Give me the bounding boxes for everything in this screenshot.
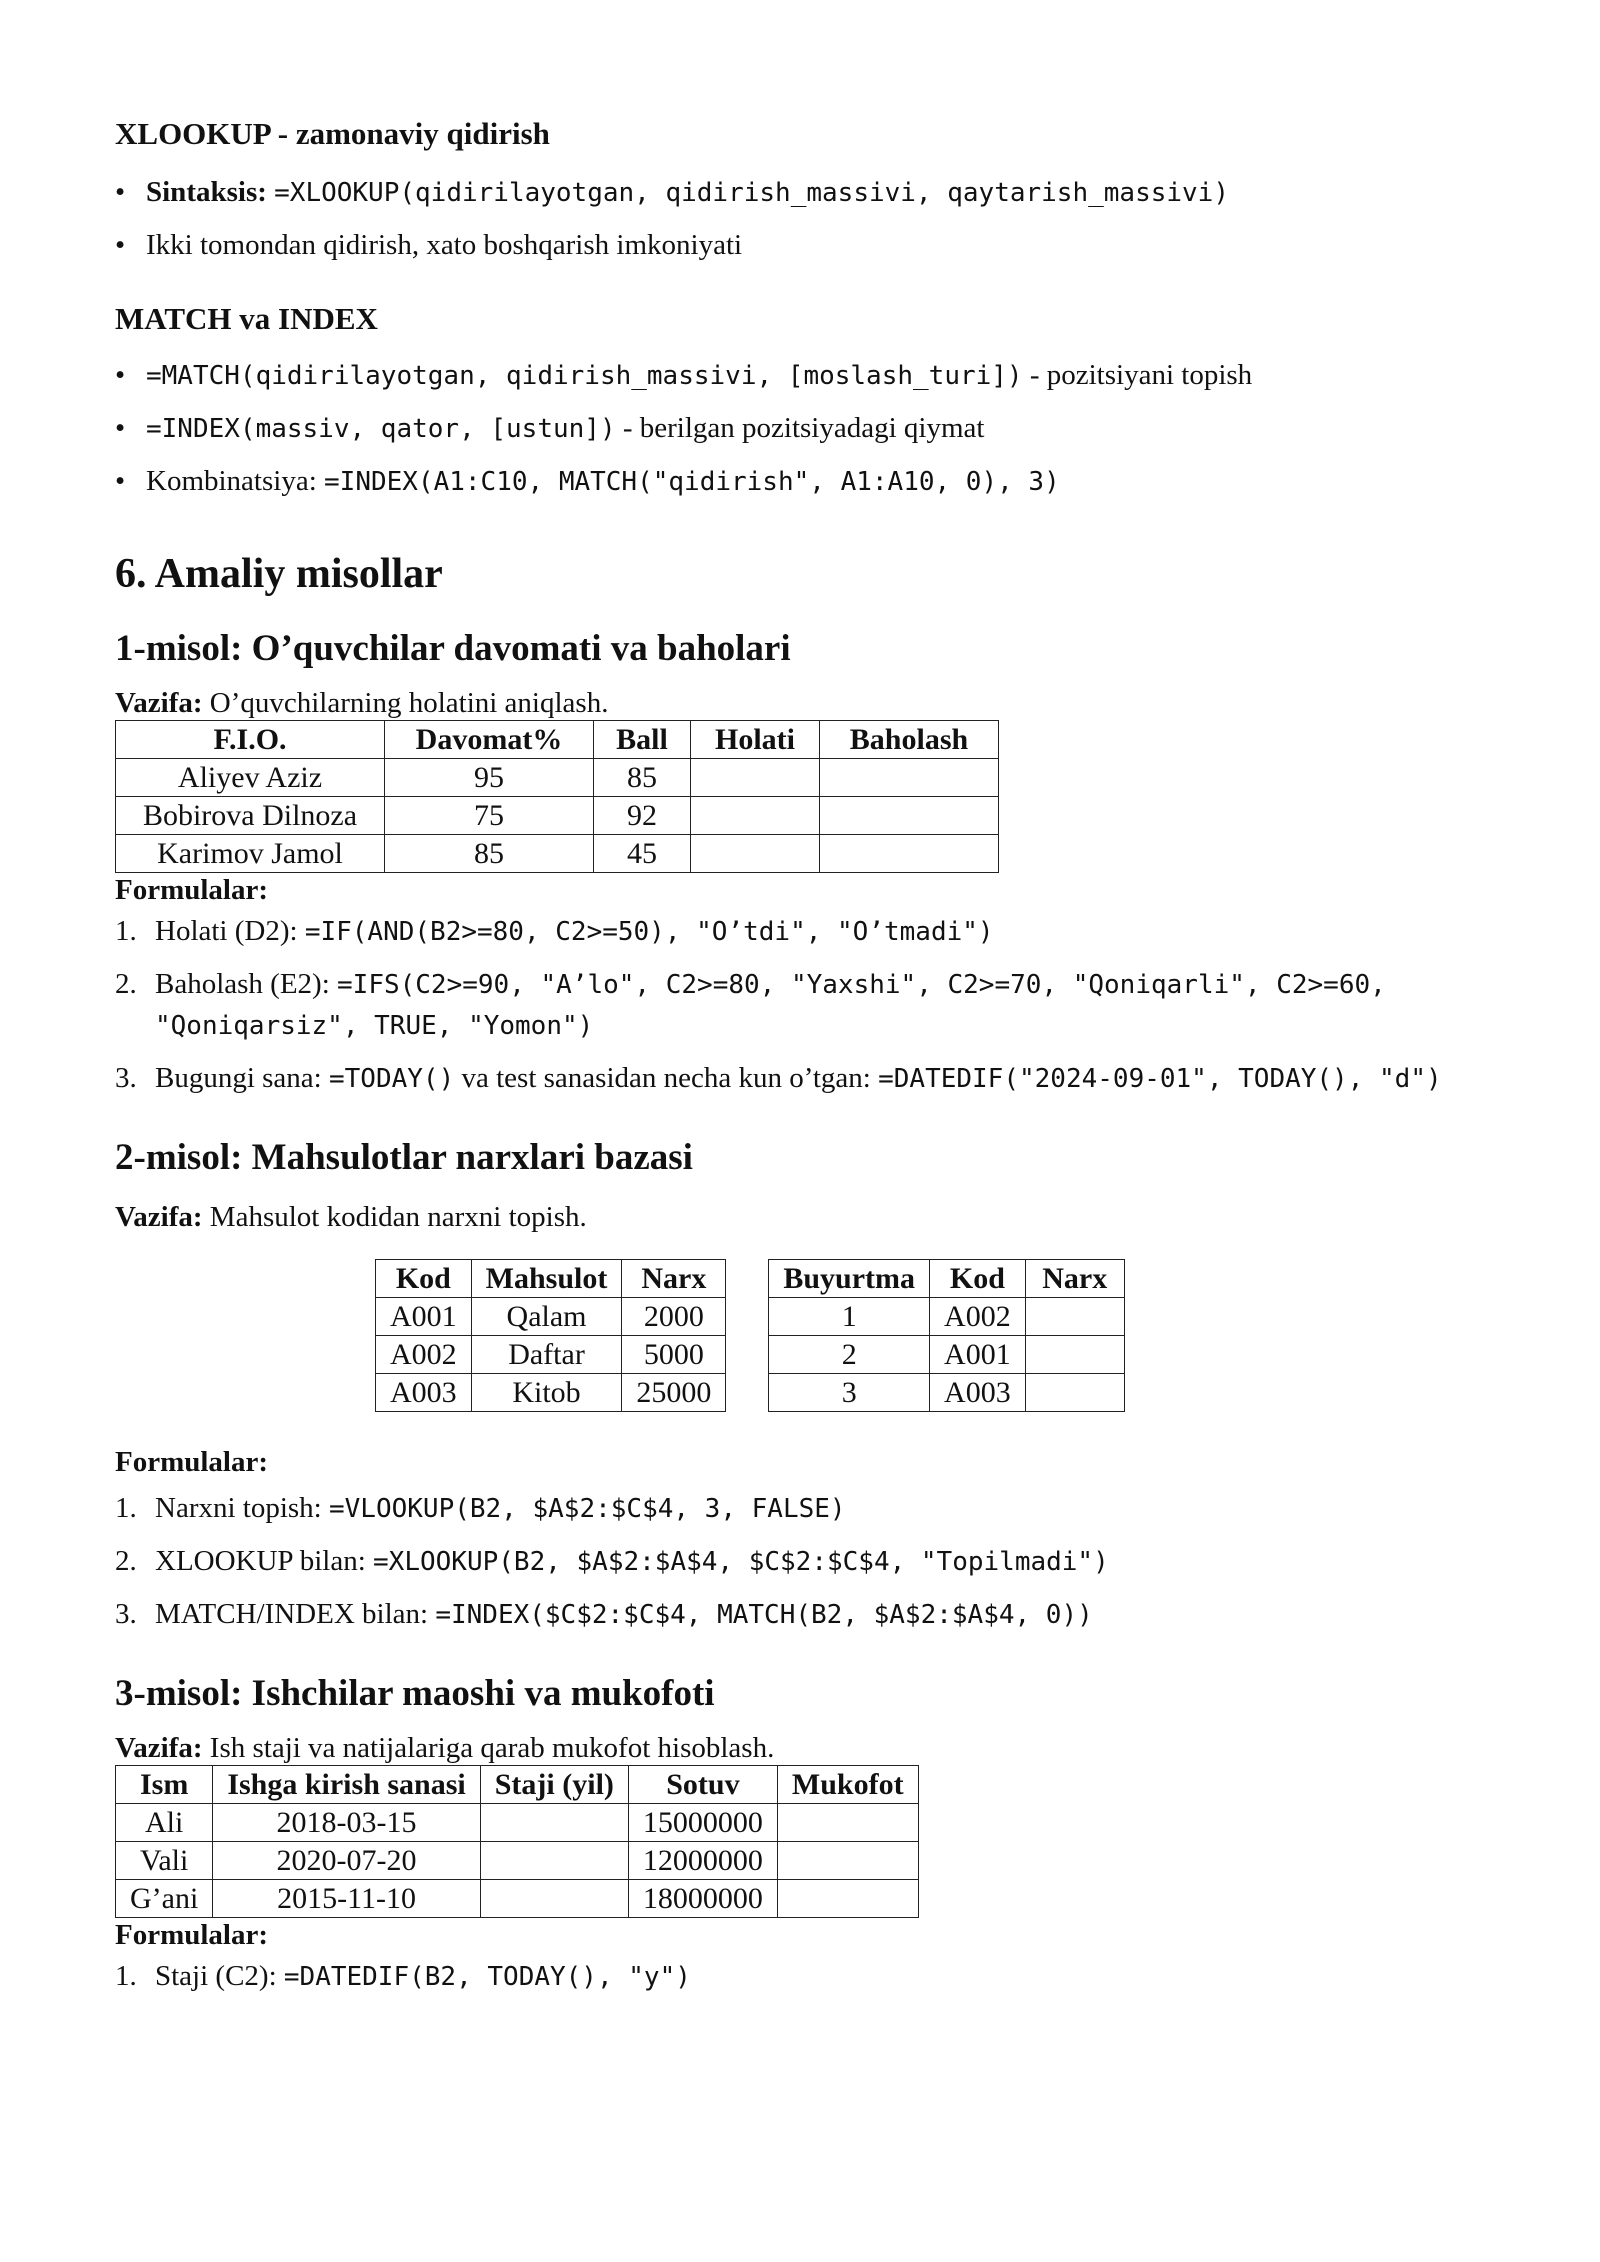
table-cell: 92 <box>594 797 691 835</box>
example3-heading: 3-misol: Ishchilar maoshi va mukofoti <box>115 1673 715 1714</box>
table-cell: Aliyev Aziz <box>116 759 385 797</box>
list-item: 3. Bugungi sana: =TODAY() va test sanasidan necha kun o’tgan: =DATEDIF("2024-09-01", TODAY(), "d") <box>115 1062 1442 1094</box>
table-row <box>769 1298 1124 1336</box>
table-cell: 3 <box>769 1374 930 1412</box>
table-cell <box>1025 1336 1124 1374</box>
example1-task: Vazifa: O’quvchilarning holatini aniqlash. <box>115 687 609 719</box>
match-index-heading: MATCH va INDEX <box>115 301 378 336</box>
document-page <box>115 112 1515 2009</box>
table-cell: 15000000 <box>628 1804 777 1842</box>
table-cell: A002 <box>376 1336 472 1374</box>
table-cell: 5000 <box>622 1336 726 1374</box>
table-cell: Kitob <box>471 1374 622 1412</box>
table-row <box>769 1374 1124 1412</box>
table-cell <box>480 1880 628 1918</box>
table-cell: 1 <box>769 1298 930 1336</box>
table-cell <box>691 759 820 797</box>
table-header-row <box>376 1260 726 1298</box>
table-row <box>116 797 999 835</box>
table-row <box>116 835 999 873</box>
example3-task: Vazifa: Ish staji va natijalariga qarab mukofot hisoblash. <box>115 1732 775 1764</box>
column-header: Sotuv <box>628 1766 777 1804</box>
list-item: • =INDEX(massiv, qator, [ustun]) - berilgan pozitsiyadagi qiymat <box>115 402 1515 455</box>
table-row <box>116 759 999 797</box>
example1-formulas-label: Formulalar: <box>115 874 269 906</box>
table-cell: Ali <box>116 1804 213 1842</box>
table-cell: A001 <box>376 1298 472 1336</box>
example3-formulas-label: Formulalar: <box>115 1919 269 1951</box>
list-item: • =MATCH(qidirilayotgan, qidirish_massivi, [moslash_turi]) - pozitsiyani topish <box>115 349 1515 402</box>
table-cell: 25000 <box>622 1374 726 1412</box>
list-item: 2. Baholash (E2): =IFS(C2>=90, "A’lo", C2>=80, "Yaxshi", C2>=70, "Qoniqarli", C2>=60, "Qoniqarsiz", TRUE, "Yomon") <box>115 968 1386 1041</box>
table-cell: Karimov Jamol <box>116 835 385 873</box>
table-row <box>116 1880 919 1918</box>
table-cell: 95 <box>385 759 594 797</box>
table-cell: 2000 <box>622 1298 726 1336</box>
table-cell: 2015-11-10 <box>213 1880 480 1918</box>
table-cell <box>480 1804 628 1842</box>
column-header: Ishga kirish sanasi <box>213 1766 480 1804</box>
list-item: • Kombinatsiya: =INDEX(A1:C10, MATCH("qidirish", A1:A10, 0), 3) <box>115 455 1515 508</box>
table-row <box>116 1842 919 1880</box>
table-row <box>116 1804 919 1842</box>
list-item: 2. XLOOKUP bilan: =XLOOKUP(B2, $A$2:$A$4, $C$2:$C$4, "Topilmadi") <box>115 1545 1109 1577</box>
table-cell: A003 <box>376 1374 472 1412</box>
products-table <box>375 1259 726 1412</box>
column-header: Ism <box>116 1766 213 1804</box>
table-cell: 45 <box>594 835 691 873</box>
column-header: Baholash <box>820 721 999 759</box>
table-cell: 2 <box>769 1336 930 1374</box>
column-header: Narx <box>622 1260 726 1298</box>
example2-tables <box>375 1259 1515 1412</box>
employees-table <box>115 1765 919 1918</box>
table-cell: 2020-07-20 <box>213 1842 480 1880</box>
table-cell <box>820 835 999 873</box>
column-header: Kod <box>930 1260 1026 1298</box>
table-cell <box>820 797 999 835</box>
list-item: 3. MATCH/INDEX bilan: =INDEX($C$2:$C$4, MATCH(B2, $A$2:$A$4, 0)) <box>115 1598 1093 1630</box>
table-cell <box>777 1880 918 1918</box>
table-header-row <box>116 1766 919 1804</box>
table-cell <box>1025 1374 1124 1412</box>
column-header: Buyurtma <box>769 1260 930 1298</box>
table-cell <box>820 759 999 797</box>
table-cell: Daftar <box>471 1336 622 1374</box>
table-cell <box>691 797 820 835</box>
column-header: F.I.O. <box>116 721 385 759</box>
list-item: • Sintaksis: =XLOOKUP(qidirilayotgan, qidirish_massivi, qaytarish_massivi) <box>115 166 1515 219</box>
table-cell: 85 <box>385 835 594 873</box>
xlookup-list <box>115 166 1515 271</box>
table-row <box>376 1298 726 1336</box>
table-row <box>376 1336 726 1374</box>
list-item: 1. Narxni topish: =VLOOKUP(B2, $A$2:$C$4, 3, FALSE) <box>115 1492 846 1524</box>
xlookup-heading: XLOOKUP - zamonaviy qidirish <box>115 116 550 151</box>
table-cell <box>691 835 820 873</box>
example1-heading: 1-misol: O’quvchilar davomati va baholari <box>115 628 791 669</box>
column-header: Ball <box>594 721 691 759</box>
example2-formulas-label: Formulalar: <box>115 1446 269 1478</box>
example3-formulas <box>115 1956 1515 1997</box>
list-item: • Ikki tomondan qidirish, xato boshqarish imkoniyati <box>115 219 1515 271</box>
column-header: Kod <box>376 1260 472 1298</box>
table-row <box>769 1336 1124 1374</box>
column-header: Mahsulot <box>471 1260 622 1298</box>
table-header-row <box>116 721 999 759</box>
table-cell: 75 <box>385 797 594 835</box>
attendance-table <box>115 720 999 873</box>
table-cell <box>777 1842 918 1880</box>
column-header: Davomat% <box>385 721 594 759</box>
table-cell <box>480 1842 628 1880</box>
table-cell <box>777 1804 918 1842</box>
table-cell: 85 <box>594 759 691 797</box>
table-header-row <box>769 1260 1124 1298</box>
example2-formulas <box>115 1488 1515 1635</box>
table-cell: A003 <box>930 1374 1026 1412</box>
table-row <box>376 1374 726 1412</box>
table-cell: Bobirova Dilnoza <box>116 797 385 835</box>
table-cell: 12000000 <box>628 1842 777 1880</box>
table-cell: 2018-03-15 <box>213 1804 480 1842</box>
orders-table <box>768 1259 1124 1412</box>
table-cell: A002 <box>930 1298 1026 1336</box>
column-header: Narx <box>1025 1260 1124 1298</box>
list-item: 1. Staji (C2): =DATEDIF(B2, TODAY(), "y") <box>115 1960 691 1992</box>
list-item: 1. Holati (D2): =IF(AND(B2>=80, C2>=50), "O’tdi", "O’tmadi") <box>115 915 994 947</box>
example1-formulas <box>115 911 1515 1099</box>
table-cell: G’ani <box>116 1880 213 1918</box>
column-header: Mukofot <box>777 1766 918 1804</box>
match-index-list <box>115 349 1515 508</box>
table-cell: Qalam <box>471 1298 622 1336</box>
table-cell: Vali <box>116 1842 213 1880</box>
column-header: Holati <box>691 721 820 759</box>
column-header: Staji (yil) <box>480 1766 628 1804</box>
table-cell: A001 <box>930 1336 1026 1374</box>
example2-task: Vazifa: Mahsulot kodidan narxni topish. <box>115 1201 587 1233</box>
table-cell: 18000000 <box>628 1880 777 1918</box>
section-heading: 6. Amaliy misollar <box>115 551 443 597</box>
example2-heading: 2-misol: Mahsulotlar narxlari bazasi <box>115 1137 693 1178</box>
table-cell <box>1025 1298 1124 1336</box>
